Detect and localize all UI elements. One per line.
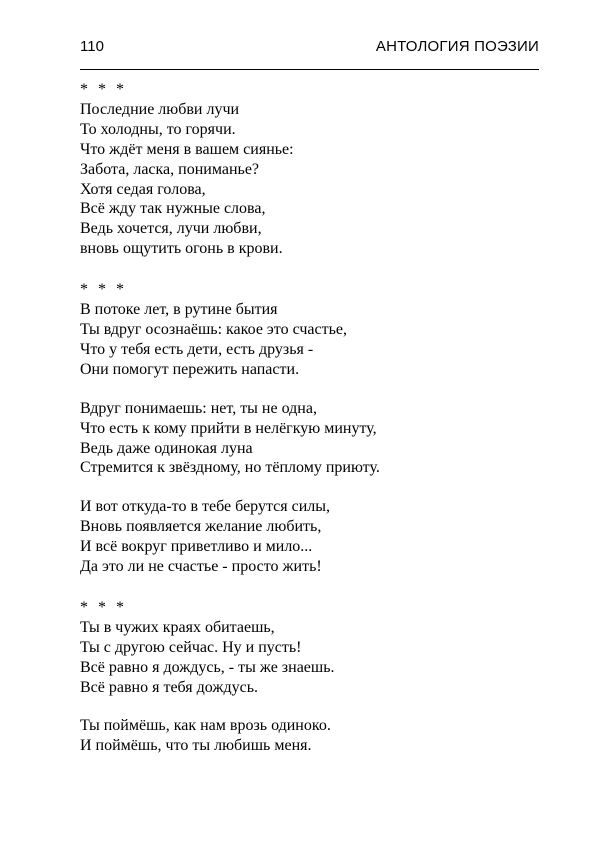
poem-line: Ты в чужих краях обитаешь, bbox=[80, 618, 275, 636]
poem-line: И всё вокруг приветливо и мило... bbox=[80, 538, 313, 556]
poem-separator: * * * bbox=[80, 281, 127, 299]
poem-line: Ведь даже одинокая луна bbox=[80, 439, 253, 457]
poem-line: Всё равно я тебя дождусь. bbox=[80, 678, 258, 696]
header-divider bbox=[80, 69, 539, 70]
poem-line: Что ждёт меня в вашем сиянье: bbox=[80, 140, 294, 158]
poem-line: Вдруг понимаешь: нет, ты не одна, bbox=[80, 399, 317, 417]
page-header bbox=[80, 36, 539, 58]
stanza bbox=[80, 497, 539, 577]
poem-line: Что есть к кому прийти в нелёгкую минуту, bbox=[80, 419, 377, 437]
running-title: АНТОЛОГИЯ ПОЭЗИИ bbox=[375, 38, 539, 55]
stanza bbox=[80, 100, 539, 259]
poem-line: И вот откуда-то в тебе берутся силы, bbox=[80, 498, 330, 516]
poem-line: В потоке лет, в рутине бытия bbox=[80, 301, 278, 319]
poem-line: Ведь хочется, лучи любви, bbox=[80, 220, 262, 238]
stanza bbox=[80, 716, 539, 756]
poem-line: То холодны, то горячи. bbox=[80, 120, 236, 138]
poem-separator: * * * bbox=[80, 598, 127, 616]
poem-line: Всё жду так нужные слова, bbox=[80, 200, 266, 218]
poem-line: вновь ощутить огонь в крови. bbox=[80, 240, 283, 258]
page-content bbox=[80, 80, 539, 756]
poem-line: Забота, ласка, пониманье? bbox=[80, 160, 260, 178]
poem-line: Стремится к звёздному, но тёплому приюту. bbox=[80, 459, 380, 477]
poem-line: Ты с другою сейчас. Ну и пусть! bbox=[80, 638, 302, 656]
stanza bbox=[80, 399, 539, 479]
stanza bbox=[80, 300, 539, 380]
poem-line: Ты поймёшь, как нам врозь одиноко. bbox=[80, 717, 331, 735]
poem-line: Всё равно я дождусь, - ты же знаешь. bbox=[80, 658, 335, 676]
poem-line: Хотя седая голова, bbox=[80, 180, 206, 198]
poem-line: Что у тебя есть дети, есть друзья - bbox=[80, 340, 314, 358]
poem-line: Последние любви лучи bbox=[80, 100, 240, 118]
poem-separator: * * * bbox=[80, 81, 127, 98]
stanza bbox=[80, 618, 539, 698]
page-number: 110 bbox=[80, 38, 104, 55]
poem-line: Они помогут пережить напасти. bbox=[80, 360, 300, 378]
poem-line: Вновь появляется желание любить, bbox=[80, 518, 322, 536]
poem-line: Ты вдруг осознаёшь: какое это счастье, bbox=[80, 320, 347, 338]
poem-line: Да это ли не счастье - просто жить! bbox=[80, 558, 322, 576]
poem-line: И поймёшь, что ты любишь меня. bbox=[80, 737, 312, 755]
poem bbox=[80, 280, 539, 577]
poem bbox=[80, 598, 539, 756]
poem bbox=[80, 80, 539, 259]
